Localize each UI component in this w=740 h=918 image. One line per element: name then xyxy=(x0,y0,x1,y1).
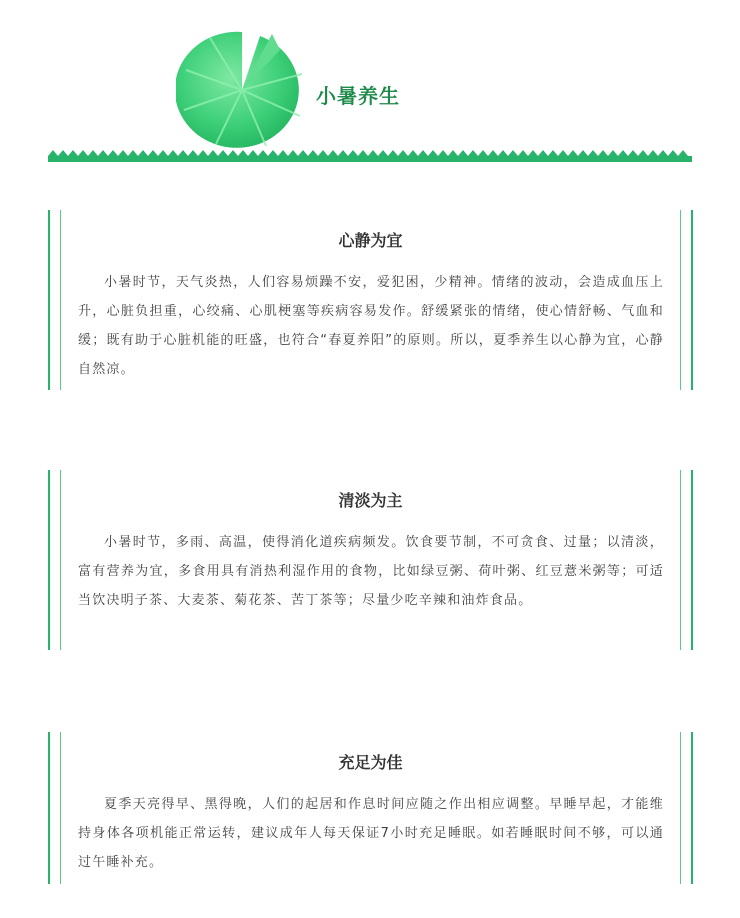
section-title: 清淡为主 xyxy=(338,491,403,510)
section-title: 心静为宜 xyxy=(338,231,403,250)
section-title: 充足为佳 xyxy=(338,753,403,772)
section-card xyxy=(48,210,693,390)
section-card xyxy=(48,470,693,650)
header xyxy=(0,0,740,170)
section-card xyxy=(48,732,693,884)
zigzag-divider xyxy=(48,150,692,162)
lotus-leaf-icon xyxy=(176,30,308,150)
section-body: 小暑时节，天气炎热，人们容易烦躁不安，爱犯困，少精神。情绪的波动，会造成血压上升，心脏负担重，心绞痛、心肌梗塞等疾病容易发作。舒缓紧张的情绪，使心情舒畅、气血和缓；既有助于心脏机能的旺盛，也符合“春夏养阳”的原则。所以，夏季养生以心静为宜，心静自然凉。 xyxy=(78,275,664,377)
page-title: 小暑养生 xyxy=(316,84,400,108)
section-body: 夏季天亮得早、黑得晚，人们的起居和作息时间应随之作出相应调整。早睡早起，才能维持身体各项机能正常运转，建议成年人每天保证7小时充足睡眠。如若睡眠时间不够，可以通过午睡补充。 xyxy=(78,797,664,870)
section-body: 小暑时节，多雨、高温，使得消化道疾病频发。饮食要节制，不可贪食、过量；以清淡，富有营养为宜，多食用具有消热利湿作用的食物，比如绿豆粥、荷叶粥、红豆薏米粥等；可适当饮决明子茶、大麦茶、菊花茶、苦丁茶等；尽量少吃辛辣和油炸食品。 xyxy=(78,535,664,608)
